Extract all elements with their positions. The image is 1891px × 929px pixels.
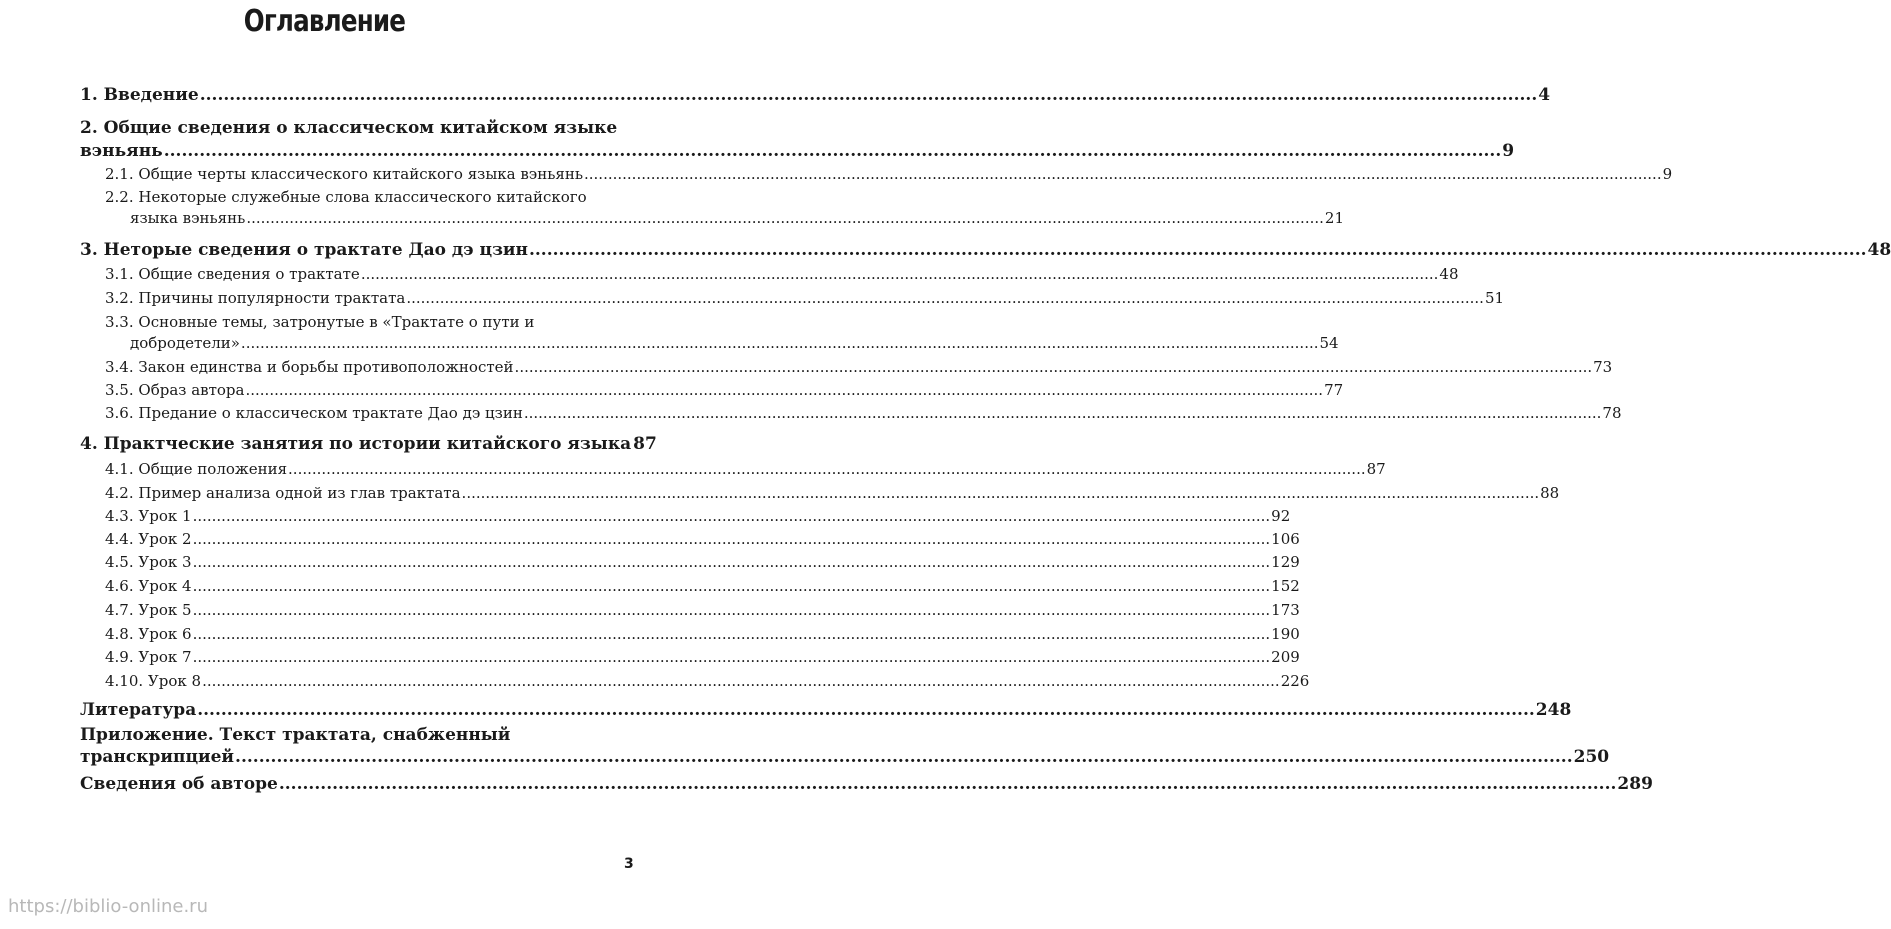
toc-subentry[interactable] — [105, 404, 1622, 422]
toc-entry-title: 3.5. Образ автора — [105, 381, 245, 399]
toc-entry-title: 4.2. Пример анализа одной из глав трактата — [105, 484, 461, 502]
toc-entry-page: 92 — [1271, 507, 1291, 525]
toc-entry-title: 2.1. Общие черты классического китайского языка вэньянь — [105, 165, 583, 183]
toc-leader — [241, 334, 1319, 352]
toc-entry-page: 190 — [1271, 625, 1300, 643]
toc-entry-title: Литература — [80, 700, 197, 720]
toc-subentry[interactable] — [105, 672, 1310, 690]
toc-entry-title: 4.3. Урок 1 — [105, 507, 192, 525]
toc-entry-title: 4.6. Урок 4 — [105, 577, 192, 595]
toc-leader — [193, 625, 1271, 643]
toc-leader — [193, 530, 1271, 548]
toc-entry-page: 87 — [633, 434, 657, 454]
toc-entry-page: 226 — [1280, 672, 1310, 690]
toc-entry-title: 4.1. Общие положения — [105, 460, 288, 478]
toc-subentry[interactable] — [105, 165, 1673, 183]
toc-entry-title: 4. Практческие занятия по истории китайского языка — [80, 434, 632, 454]
toc-leader — [279, 774, 1617, 794]
toc-entry-page: 54 — [1319, 334, 1339, 352]
toc-entry-page: 21 — [1324, 209, 1344, 227]
toc-entry-title: 3.4. Закон единства и борьбы противоположностей — [105, 358, 514, 376]
toc-entry-title: 4.9. Урок 7 — [105, 648, 192, 666]
toc-leader — [164, 141, 1502, 161]
page-title: Оглавление — [243, 4, 406, 39]
toc-subentry[interactable] — [105, 484, 1560, 502]
toc-entry-title: 3.1. Общие сведения о трактате — [105, 265, 360, 283]
page-number: 3 — [624, 856, 634, 872]
toc-subentry[interactable] — [105, 625, 1300, 643]
toc-leader — [246, 209, 1324, 227]
toc-entry-title-line1: 3.3. Основные темы, затронутые в «Трактате о пути и — [105, 313, 535, 331]
toc-leader — [406, 289, 1484, 307]
toc-entry-title: вэньянь — [80, 141, 163, 161]
toc-entry-title: добродетели» — [130, 334, 240, 352]
toc-leader — [235, 747, 1573, 767]
toc-subentry[interactable] — [105, 460, 1386, 478]
toc-entry-title: 3.2. Причины популярности трактата — [105, 289, 406, 307]
toc-entry-page: 152 — [1271, 577, 1300, 595]
toc-leader — [288, 460, 1366, 478]
toc-entry-title: 4.8. Урок 6 — [105, 625, 192, 643]
toc-subentry[interactable] — [105, 577, 1300, 595]
toc-leader — [584, 165, 1662, 183]
toc-entry-page: 77 — [1324, 381, 1344, 399]
toc-entry[interactable] — [80, 141, 1515, 161]
toc-entry-title: 4.4. Урок 2 — [105, 530, 192, 548]
toc-entry-page: 9 — [1502, 141, 1515, 161]
toc-leader — [193, 648, 1271, 666]
toc-subentry[interactable] — [105, 530, 1300, 548]
toc-entry-title: транскрипцией — [80, 747, 235, 767]
toc-entry-page: 9 — [1662, 165, 1673, 183]
toc-entry-title: 4.7. Урок 5 — [105, 601, 192, 619]
toc-entry[interactable] — [80, 240, 1891, 260]
toc-leader — [193, 577, 1271, 595]
toc-entry-page: 88 — [1540, 484, 1560, 502]
toc-entry-page: 4 — [1538, 85, 1551, 105]
toc-leader — [245, 381, 1323, 399]
toc-subentry[interactable] — [105, 553, 1300, 571]
toc-entry-title: 3. Неторые сведения о трактате Дао дэ цзин — [80, 240, 528, 260]
toc-entry-title-line1: Приложение. Текст трактата, снабженный — [80, 725, 511, 745]
toc-entry-page: 209 — [1271, 648, 1300, 666]
toc-entry-title: языка вэньянь — [130, 209, 246, 227]
toc-entry-page: 248 — [1535, 700, 1572, 720]
toc-subentry[interactable] — [105, 381, 1344, 399]
toc-subentry[interactable] — [105, 265, 1459, 283]
toc-leader — [361, 265, 1439, 283]
toc-entry[interactable] — [80, 85, 1551, 105]
toc-entry-page: 51 — [1484, 289, 1505, 307]
toc-entry-page: 129 — [1271, 553, 1300, 571]
toc-entry-page: 106 — [1271, 530, 1300, 548]
toc-entry[interactable] — [80, 434, 657, 454]
toc-subentry[interactable] — [105, 648, 1300, 666]
toc-entry-page: 87 — [1366, 460, 1386, 478]
toc-subentry[interactable] — [130, 209, 1344, 227]
toc-entry-page: 48 — [1867, 240, 1891, 260]
toc-entry-page: 173 — [1271, 601, 1300, 619]
toc-subentry[interactable] — [130, 334, 1339, 352]
toc-subentry[interactable] — [105, 507, 1291, 525]
toc-entry-title: 4.10. Урок 8 — [105, 672, 202, 690]
toc-entry-page: 48 — [1439, 265, 1459, 283]
toc-entry[interactable] — [80, 747, 1610, 767]
toc-leader — [202, 672, 1280, 690]
toc-entry-title: Сведения об авторе — [80, 774, 278, 794]
toc-entry-title: 4.5. Урок 3 — [105, 553, 192, 571]
toc-entry-page: 250 — [1573, 747, 1610, 767]
toc-entry[interactable] — [80, 774, 1653, 794]
toc-leader — [193, 553, 1271, 571]
toc-entry-page: 289 — [1617, 774, 1653, 794]
toc-leader — [200, 85, 1538, 105]
toc-entry-title: 3.6. Предание о классическом трактате Дао дэ цзин — [105, 404, 523, 422]
toc-subentry[interactable] — [105, 289, 1505, 307]
toc-subentry[interactable] — [105, 358, 1613, 376]
toc-leader — [524, 404, 1602, 422]
toc-entry[interactable] — [80, 700, 1572, 720]
toc-leader — [529, 240, 1867, 260]
toc-leader — [193, 507, 1271, 525]
toc-subentry[interactable] — [105, 601, 1300, 619]
toc-entry-title: 1. Введение — [80, 85, 199, 105]
toc-leader — [515, 358, 1593, 376]
toc-leader — [462, 484, 1540, 502]
toc-entry-page: 78 — [1602, 404, 1622, 422]
toc-leader — [197, 700, 1535, 720]
toc-leader — [193, 601, 1271, 619]
watermark: https://biblio-online.ru — [8, 896, 208, 917]
toc-entry-title-line1: 2.2. Некоторые служебные слова классического китайского — [105, 188, 587, 206]
toc-entry-title-line1: 2. Общие сведения о классическом китайском языке — [80, 118, 618, 138]
toc-entry-page: 73 — [1593, 358, 1613, 376]
